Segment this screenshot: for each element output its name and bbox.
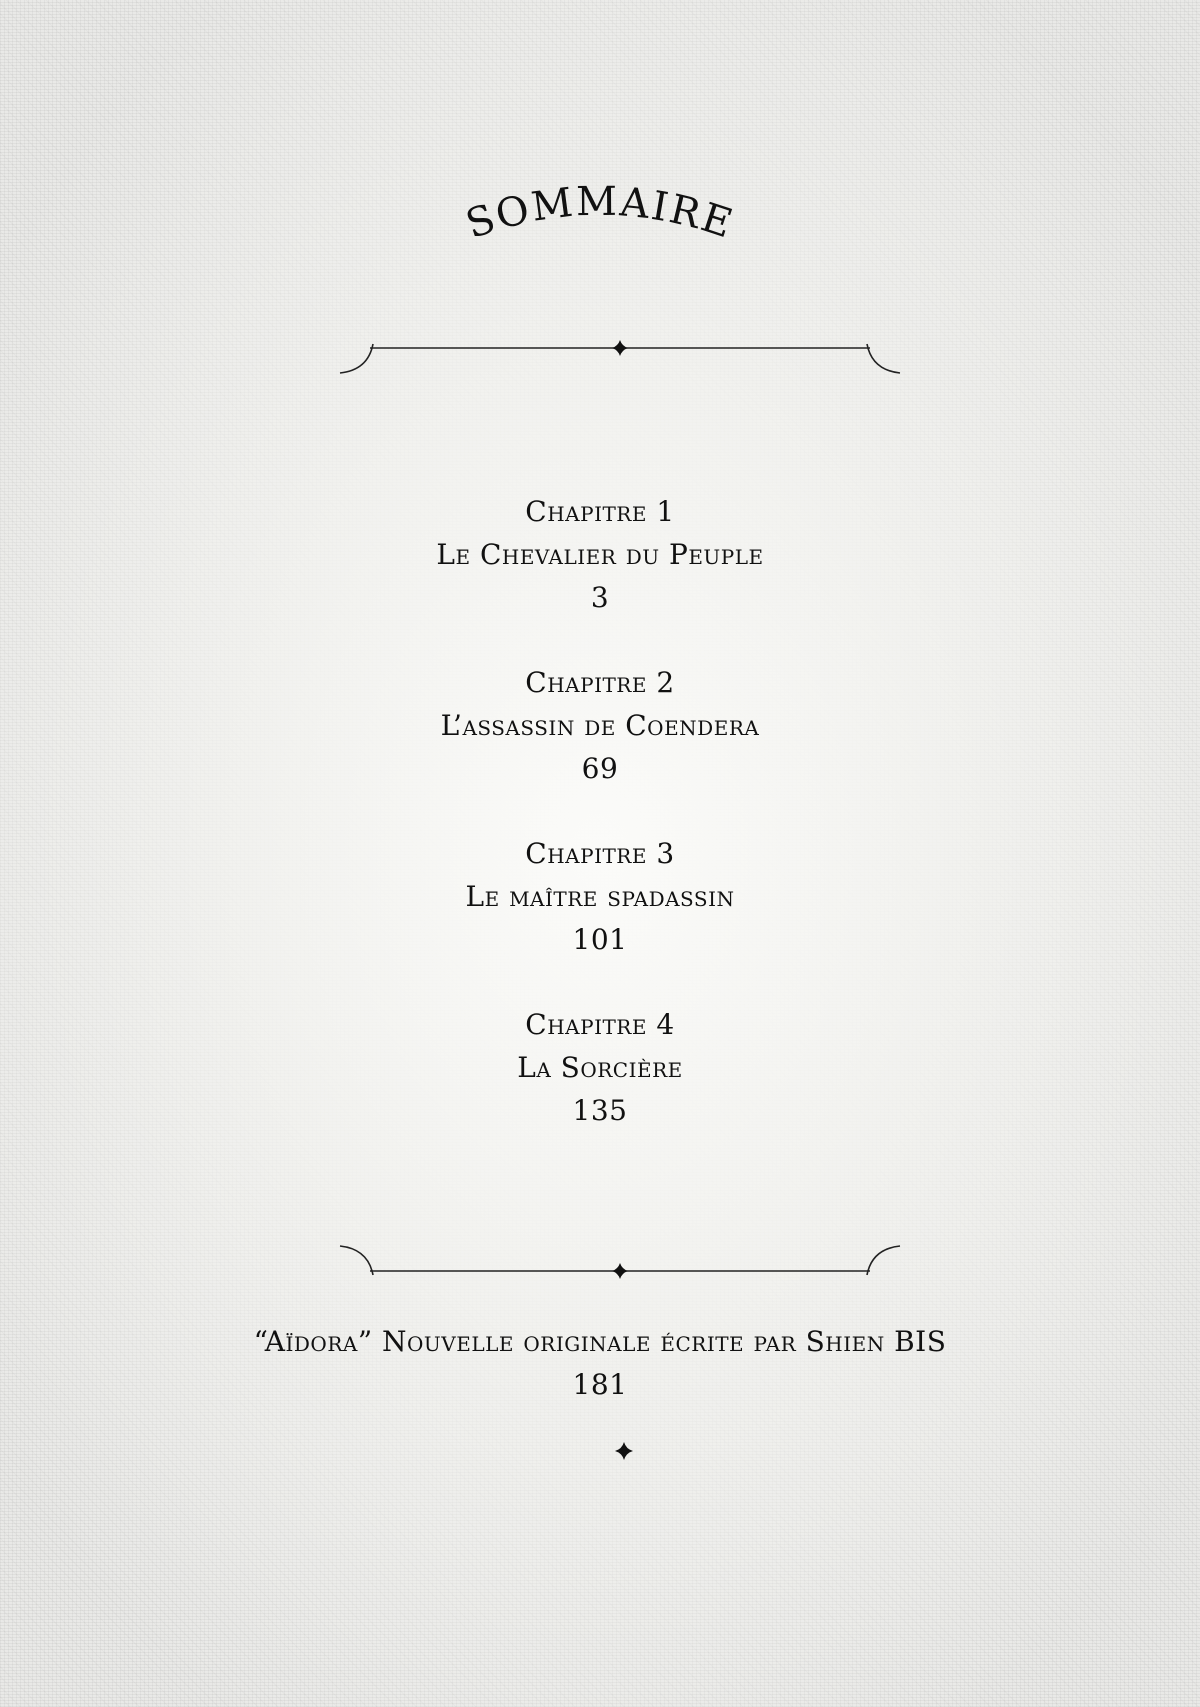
chapter-title: Le Chevalier du Peuple [436,538,764,571]
chapter-page-number: 69 [581,752,619,785]
chapter-page-number: 135 [572,1094,628,1127]
chapter-title: L’assassin de Coendera [440,709,760,742]
chapter-title: Le maître spadassin [465,880,735,913]
chapter-page-number: 3 [590,581,610,614]
chapter-entry [0,832,1200,961]
four-point-star-icon [613,1440,635,1462]
novel-title: “Aïdora” Nouvelle originale écrite par Shien BIS [253,1325,947,1358]
chapter-title: La Sorcière [517,1051,683,1084]
flourish-divider-icon [330,1240,910,1300]
chapter-entry [0,490,1200,619]
chapter-entry [0,1003,1200,1132]
novel-page-number: 181 [572,1368,628,1401]
novel-entry [0,1320,1200,1406]
chapter-entry [0,661,1200,790]
chapter-label: Chapitre 2 [525,666,675,699]
page-title [420,160,780,270]
chapter-page-number: 101 [572,923,628,956]
flourish-divider-icon [330,330,910,390]
chapter-label: Chapitre 4 [525,1008,675,1041]
page-title-text: SOMMAIRE [460,178,740,248]
chapter-label: Chapitre 3 [525,837,675,870]
chapter-list [0,490,1200,1174]
chapter-label: Chapitre 1 [525,495,675,528]
